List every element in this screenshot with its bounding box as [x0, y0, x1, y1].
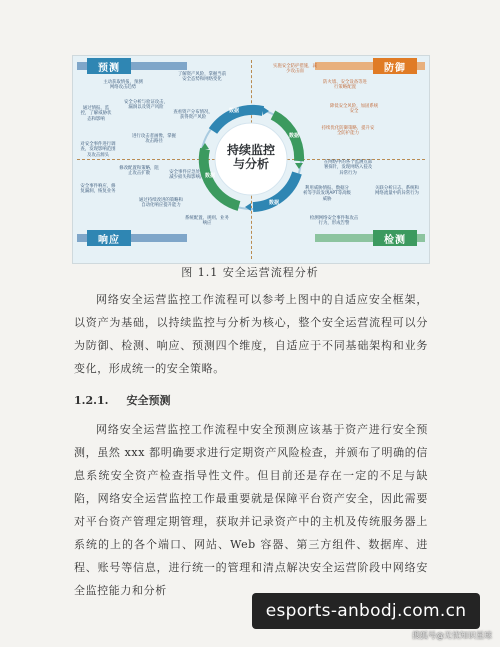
arc-label-2: 数据: [289, 133, 300, 139]
arc-label-3: 数据: [269, 200, 280, 206]
arc-label-1: 数据: [229, 108, 240, 114]
note-br2: 利用威胁情报、数据分析等手段发现APT等高级威胁: [303, 186, 351, 202]
watermark-banner: esports-anbodj.com.cn: [252, 593, 480, 629]
note-br3: 关联分析日志、系统和网络流量中的异常行为: [375, 186, 419, 197]
section-title: 安全预测: [126, 394, 171, 407]
arc-label-4: 数据: [205, 173, 216, 179]
corner-predict: 预测: [87, 58, 131, 74]
note-bl6: 系统配置、规则、业务响应: [185, 216, 229, 227]
note-tr2: 防火墙、安全设备等进行策略配置: [323, 80, 367, 91]
note-tl1: 主动获取情报，预测网络攻击趋势: [103, 80, 143, 91]
note-bl5: 安全事件应急处置，减少损失和影响范围: [169, 170, 209, 181]
note-tl2: 了解资产风险，掌握当前安全态势和网络变化: [177, 72, 227, 83]
cycle-title: 持续监控 与分析: [226, 143, 275, 171]
note-tl5: 进行攻击者画像，掌握攻击路径: [132, 134, 176, 145]
note-br1: 在网络中的各个监测点部署探针，发现网络入侵及异常行为: [323, 160, 373, 176]
note-tl4: 通过情报、监控，了解威胁状态和影响: [80, 106, 112, 122]
note-bl2: 修改配置和策略，阻止攻击扩散: [119, 166, 159, 177]
note-tr1: 实施安全防护措施，减少攻击面: [273, 64, 317, 75]
note-tr3: 降低安全风险，加固系统安全: [329, 104, 379, 115]
note-bl3: 安全事件响应，修复漏洞，恢复业务: [80, 184, 116, 195]
arrow-1: [263, 107, 269, 115]
figure-caption: 图 1.1 安全运营流程分析: [181, 266, 319, 279]
note-tl6: 查看资产分布情况，获得资产风险: [173, 110, 213, 121]
section-heading: [74, 392, 170, 408]
security-framework-figure: [72, 55, 430, 264]
note-br4: 检测网络安全事件和攻击行为，形成告警: [309, 216, 359, 227]
paragraph-intro: 网络安全运营监控工作流程可以参考上图中的自适应安全框架，以资产为基础，以持续监控与分析为核心，整个安全运营流程可以分为防御、检测、响应、预测四个维度，自适应于不同基础架构和业务变化，形成统一的安全策略。: [74, 293, 428, 375]
corner-respond: 响应: [87, 230, 131, 246]
corner-detect: 检测: [373, 230, 417, 246]
note-tr4: 持续优化防御策略，提升安全防护能力: [321, 126, 375, 137]
note-bl4: 通过持续改进的策略和自动化响应提升能力: [139, 198, 183, 209]
paragraph-predict: 网络安全运营监控工作流程中安全预测应该基于资产进行安全预测，虽然 xxx 都明确要求进行定期资产风险检查，并颁布了明确的信息系统安全资产检查指导性文件。但目前还是存在一定的不足与缺陷，网络安全运营监控工作最重要就是保障平台资产安全，因此需要对平台资产管理定期管理，获取并记录资产中的主机及传统服务器上系统的上的各个端口、网站、Web 容器、第三方组件、数据库、进程、账号等信息，进行统一的管理和清点解决安全运营阶段中网络安全监控能力和分析: [74, 423, 428, 597]
arrow-2: [295, 163, 303, 169]
note-bl1: 对安全事件进行调查，发现影响范围及攻击源头: [80, 142, 116, 158]
corner-defend: 防御: [373, 58, 417, 74]
note-tl3: 安全分析与验证攻击，漏洞以及资产风险: [124, 100, 168, 111]
section-number: 1.2.1.: [74, 394, 109, 407]
watermark-credit: 搜狐号@无忧知识星球: [412, 631, 492, 640]
